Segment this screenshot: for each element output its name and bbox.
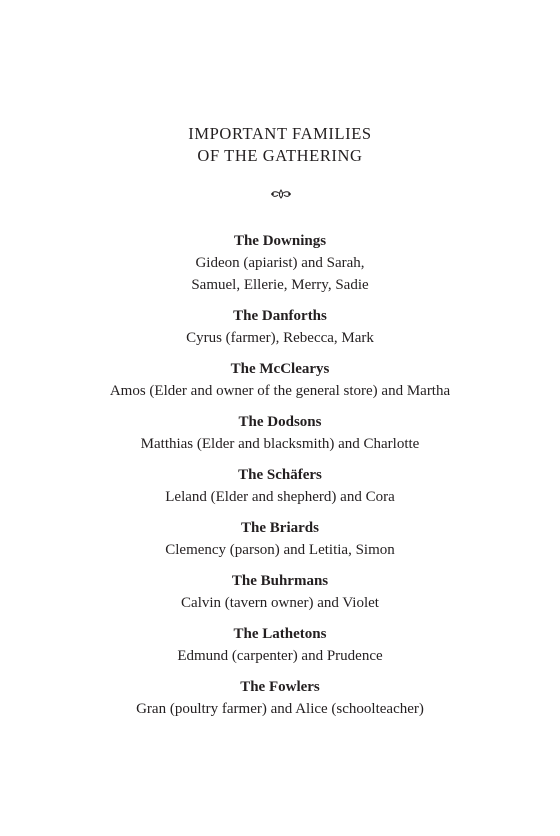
- family-name: The McClearys: [230, 361, 330, 377]
- fleuron-ornament-icon: [270, 188, 292, 200]
- family-members: Gran (poultry farmer) and Alice (schoolteacher): [136, 701, 424, 717]
- family-members: Calvin (tavern owner) and Violet: [181, 595, 379, 611]
- family-entry: [0, 464, 560, 508]
- family-members: Matthias (Elder and blacksmith) and Charlotte: [140, 436, 420, 452]
- family-name: The Lathetons: [233, 626, 327, 642]
- page-title-line-1: IMPORTANT FAMILIES: [188, 124, 372, 143]
- family-entry: [0, 230, 560, 296]
- family-name: The Briards: [241, 520, 319, 536]
- family-name: The Schäfers: [238, 467, 322, 483]
- family-members: Samuel, Ellerie, Merry, Sadie: [191, 277, 369, 293]
- family-members: Gideon (apiarist) and Sarah,: [195, 255, 365, 271]
- family-members: Amos (Elder and owner of the general store) and Martha: [109, 383, 451, 399]
- family-members: Clemency (parson) and Letitia, Simon: [165, 542, 395, 558]
- family-members: Leland (Elder and shepherd) and Cora: [165, 489, 395, 505]
- page-title-line-2: OF THE GATHERING: [197, 146, 363, 165]
- family-name: The Dodsons: [238, 414, 322, 430]
- family-entry: [0, 676, 560, 720]
- family-entry: [0, 358, 560, 402]
- family-entry: [0, 623, 560, 667]
- family-entry: [0, 570, 560, 614]
- family-list: [0, 230, 560, 729]
- family-name: The Danforths: [233, 308, 327, 324]
- family-members: Cyrus (farmer), Rebecca, Mark: [186, 330, 374, 346]
- family-entry: [0, 517, 560, 561]
- family-name: The Buhrmans: [231, 573, 329, 589]
- family-name: The Downings: [233, 233, 327, 249]
- family-entry: [0, 411, 560, 455]
- family-name: The Fowlers: [240, 679, 320, 695]
- family-entry: [0, 305, 560, 349]
- family-members: Edmund (carpenter) and Prudence: [177, 648, 383, 664]
